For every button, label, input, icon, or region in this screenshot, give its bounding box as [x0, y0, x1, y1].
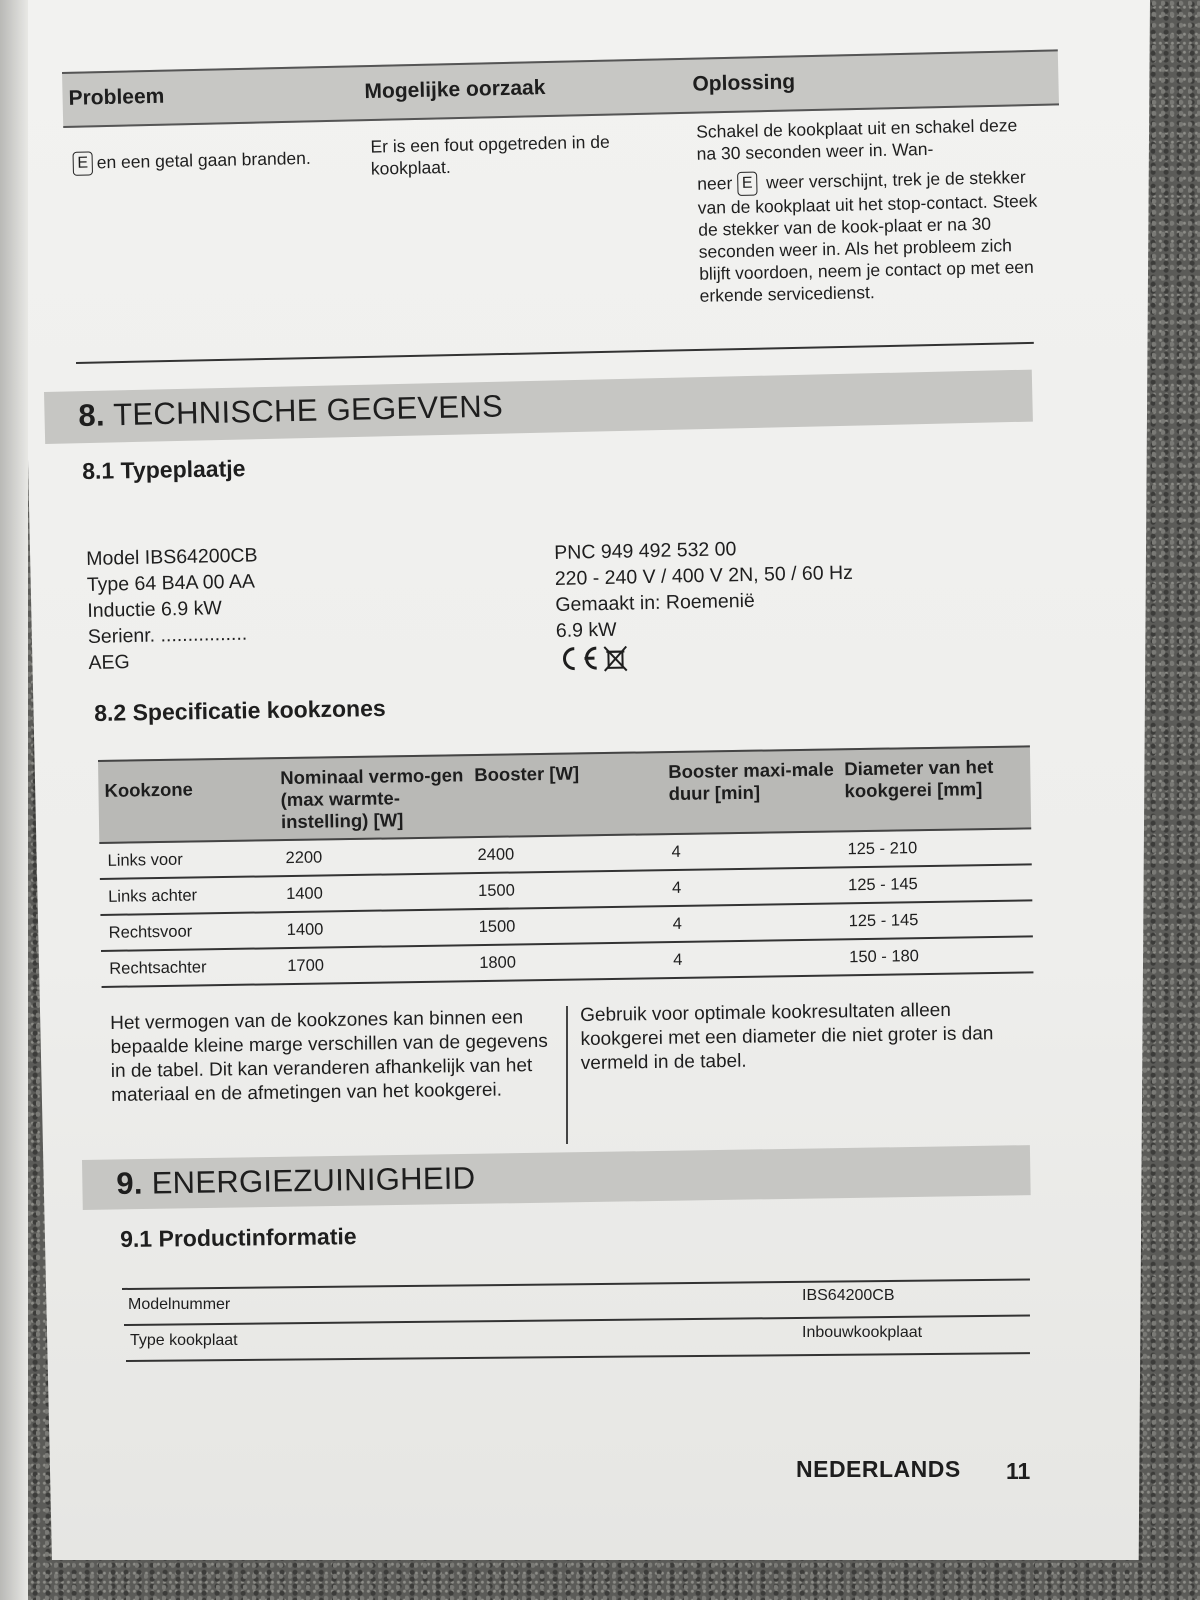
cause-text: Er is een fout opgetreden in de kookplaat.: [370, 131, 610, 179]
problem-cell: [73, 146, 353, 176]
plate-induction: Inductie 6.9 kW: [87, 597, 222, 622]
power-tolerance-note: Het vermogen van de kookzones kan binnen een bepaalde kleine marge verschillen van de gegevens in de tabel. Dit kan veranderen afhankelijk van het materiaal en de afmetingen van het kookgerei.: [110, 1007, 548, 1106]
spec-duration: 4: [672, 914, 682, 933]
spec-duration: 4: [671, 842, 681, 862]
plate-serial: Serienr. ................: [87, 622, 248, 648]
spec-zone: Links voor: [107, 850, 183, 870]
plate-brand: AEG: [88, 651, 130, 674]
plate-pnc: PNC 949 492 532 00: [554, 538, 737, 564]
section-8-number: 8.: [78, 397, 106, 433]
spec-diameter: 125 - 145: [847, 875, 918, 895]
spec-booster: 1800: [479, 953, 517, 973]
info-value-type: Inbouwkookplaat: [802, 1324, 923, 1341]
info-label-type: Type kookplaat: [130, 1332, 238, 1349]
cooking-zone-spec-table: [98, 745, 1034, 1000]
spec-nominal: 1700: [287, 956, 325, 976]
solution-text-1: Schakel de kookplaat uit en schakel deze na 30 seconden weer in. Wan-: [696, 115, 1018, 164]
problem-text: en een getal gaan branden.: [96, 147, 311, 173]
spec-nominal: 1400: [286, 920, 324, 940]
spec-diameter: 125 - 145: [848, 911, 919, 931]
plate-made-in: Gemaakt in: Roemenië: [555, 589, 755, 616]
spec-duration: 4: [671, 878, 682, 897]
spec-diameter: 150 - 180: [849, 947, 920, 967]
info-value-model: IBS64200CB: [802, 1287, 895, 1304]
rating-plate-right: [554, 531, 977, 674]
plate-voltage: 220 - 240 V / 400 V 2N, 50 / 60 Hz: [554, 561, 854, 590]
spec-zone: Links achter: [108, 886, 198, 906]
header-cause: Mogelijke oorzaak: [364, 76, 546, 104]
spec-booster: 2400: [477, 845, 515, 865]
subsection-8-1: 8.1 Typeplaatje: [82, 455, 246, 484]
spec-diameter: 125 - 210: [847, 839, 918, 859]
solution-text-neer: neer: [697, 173, 733, 194]
subsection-9-1: 9.1 Productinformatie: [120, 1223, 357, 1252]
info-label-model: Modelnummer: [128, 1296, 231, 1313]
note-divider: [566, 1006, 568, 1144]
spec-zone: Rechtsachter: [109, 958, 207, 978]
section-9-number: 9.: [116, 1165, 144, 1201]
header-solution: Oplossing: [692, 70, 796, 96]
header-problem: Probleem: [68, 84, 165, 110]
footer-language: NEDERLANDS: [796, 1456, 961, 1482]
section-9-title: ENERGIEZUINIGHEID: [151, 1160, 476, 1201]
spec-nominal: 1400: [285, 884, 323, 904]
spec-zone: Rechtsvoor: [108, 922, 193, 942]
solution-text-2: weer verschijnt, trek je de stekker van de kookplaat uit het stop-contact. Steek de stekker van de kook-plaat er na 30 seconden weer in. Als het probleem zich blijft voordoen, neem je contact op met een erkende servicedienst.: [697, 166, 1038, 307]
error-e-icon: E: [73, 152, 93, 176]
cookware-diameter-note: Gebruik voor optimale kookresultaten alleen kookgerei met een diameter die niet groter is dan vermeld in de tabel.: [580, 999, 994, 1074]
spec-header-zone: Kookzone: [104, 778, 194, 801]
rating-plate-left: [86, 537, 509, 676]
section-8-title: TECHNISCHE GEGEVENS: [112, 388, 504, 433]
spec-booster: 1500: [477, 881, 515, 901]
error-e-icon: E: [737, 172, 757, 196]
plate-type: Type 64 B4A 00 AA: [86, 570, 256, 596]
spec-header-booster: Booster [W]: [474, 762, 580, 786]
spec-header-nominal: Nominaal vermo-gen (max warmte-instelling) [W]: [280, 764, 464, 833]
plate-model: Model IBS64200CB: [86, 544, 258, 570]
info-rule-bottom: [126, 1352, 1030, 1362]
page-number: 11: [1006, 1458, 1031, 1484]
spec-duration: 4: [673, 950, 683, 969]
ce-mark-icon: [556, 642, 631, 674]
subsection-8-2: 8.2 Specificatie kookzones: [94, 694, 386, 726]
section-9-heading: [116, 1160, 476, 1202]
spec-header-diameter: Diameter van het kookgerei [mm]: [844, 755, 994, 802]
spec-nominal: 2200: [285, 848, 323, 868]
spec-header-booster-duration: Booster maxi-male duur [min]: [668, 758, 834, 805]
solution-cell: [696, 114, 1040, 307]
trouble-table-row: [66, 107, 1061, 358]
plate-power: 6.9 kW: [555, 618, 617, 642]
spec-booster: 1500: [478, 917, 516, 937]
